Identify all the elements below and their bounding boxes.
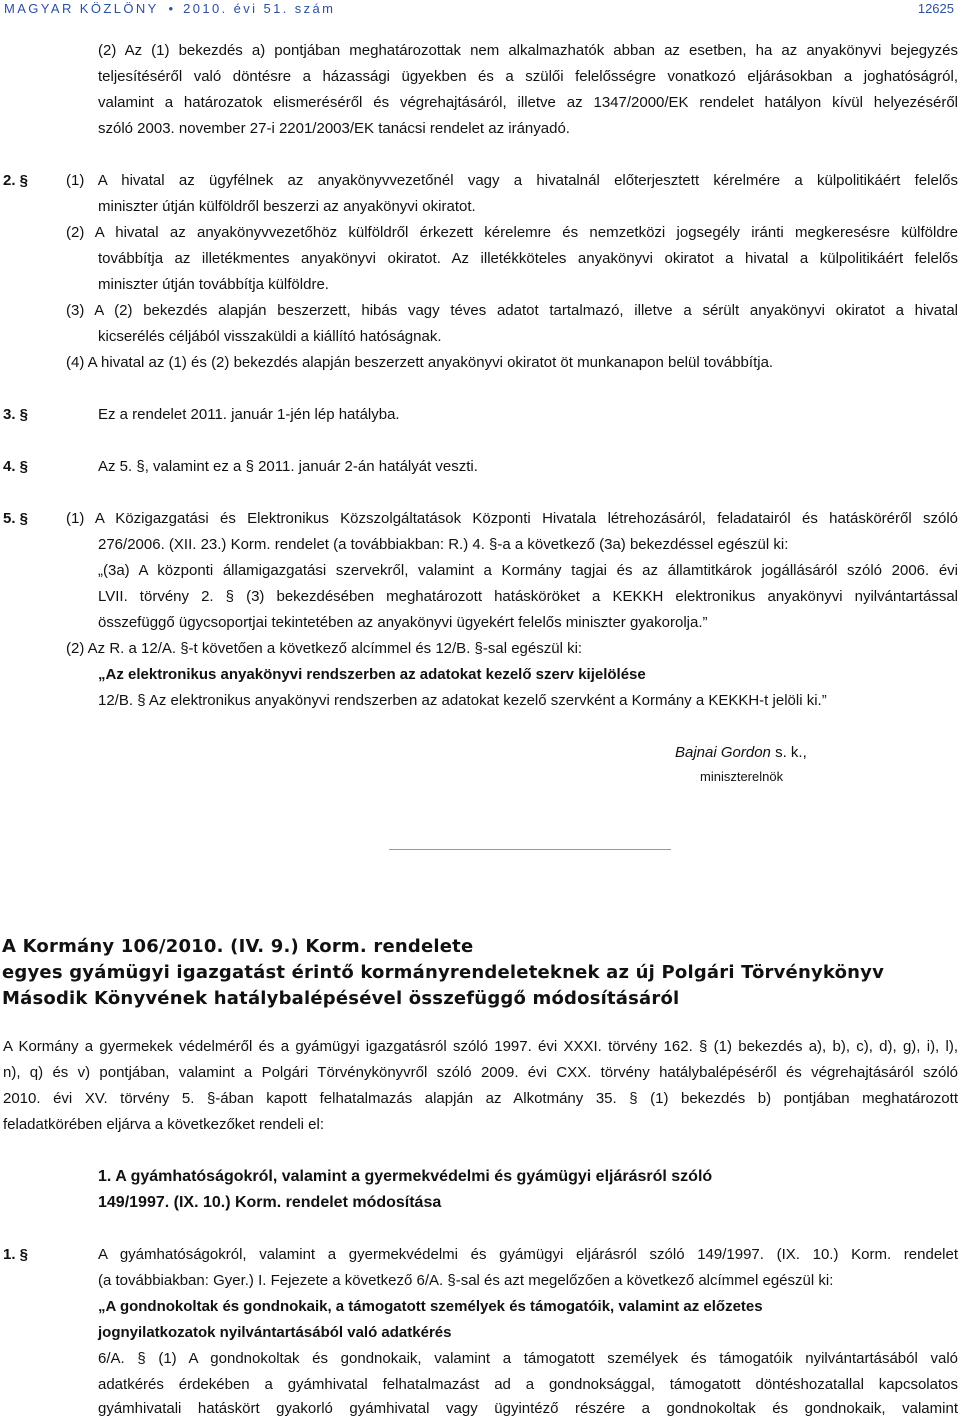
art5-p2-subtitle: „Az elektronikus anyakönyvi rendszerben az adatokat kezelő szerv kijelölése — [98, 666, 646, 683]
article-2-number: 2. § — [3, 172, 29, 189]
art2-p2-line3: miniszter útján továbbítja külföldre. — [98, 276, 329, 293]
art5-p1-line4: LVII. törvény 2. § (3) bekezdésében meghatározott hatásköröket a KEKKH elektronikus anyakönyvi nyilvántartással — [98, 588, 958, 605]
article-4-text: Az 5. §, valamint ez a § 2011. január 2-án hatályát veszti. — [98, 458, 478, 475]
art1-p2-line4: szóló 2003. november 27-i 2201/2003/EK tanácsi rendelet az irányadó. — [98, 120, 570, 137]
decree-art1-body-line2: adatkérés érdekében a gyámhivatal felhatalmazást ad a gondnoksággal, támogatott döntéshozatallal kapcsolatos — [98, 1376, 958, 1393]
decree-subtitle-line1: egyes gyámügyi igazgatást érintő kormányrendeleteknek az új Polgári Törvénykönyv — [2, 962, 885, 983]
preamble-line4: feladatkörében eljárva a következőket rendeli el: — [3, 1116, 325, 1133]
decree-title: A Kormány 106/2010. (IV. 9.) Korm. rendelete — [2, 936, 474, 957]
art2-p1-line1: (1) A hivatal az ügyfélnek az anyakönyvvezetőnél vagy a hivatalnál előterjesztett kérelmére a külpolitikáért felelős — [66, 172, 958, 189]
journal-title: MAGYAR KÖZLÖNY — [4, 1, 159, 16]
decree-article-1-number: 1. § — [3, 1246, 29, 1263]
art2-p1-line2: miniszter útján külföldről beszerzi az anyakönyvi okiratot. — [98, 198, 476, 215]
page-header — [0, 0, 960, 22]
art5-p2-line1: (2) Az R. a 12/A. §-t követően a következő alcímmel és 12/B. §-sal egészül ki: — [66, 640, 583, 657]
article-5-number: 5. § — [3, 510, 29, 527]
art2-p4-line1: (4) A hivatal az (1) és (2) bekezdés alapján beszerzett anyakönyvi okiratot öt munkanapon belül továbbítja. — [66, 354, 774, 371]
section-heading-line1: 1. A gyámhatóságokról, valamint a gyermekvédelmi és gyámügyi eljárásról szóló — [98, 1168, 713, 1185]
issue-info: 2010. évi 51. szám — [183, 1, 336, 16]
article-4-number: 4. § — [3, 458, 29, 475]
preamble-line3: 2010. évi XV. törvény 5. §-ában kapott felhatalmazás alapján az Alkotmány 35. § (1) bekezdés b) pontjában meghatározott — [3, 1090, 958, 1107]
header-bullet: • — [168, 1, 174, 16]
art2-p3-line2: kicserélés céljából visszaküldi a kiállító hatóságnak. — [98, 328, 442, 345]
section-separator — [389, 849, 671, 850]
decree-subtitle-line2: Második Könyvének hatálybalépésével összefüggő módosításáról — [2, 988, 680, 1009]
signer-role: miniszterelnök — [700, 769, 784, 784]
art5-p1-line3: „(3a) A központi államigazgatási szervekről, valamint a Kormány tagjai és az államtitkárok jogállásáról szóló 2006. évi — [98, 562, 958, 579]
art1-p2-line3: valamint a határozatok elismeréséről és végrehajtásáról, illetve az 1347/2000/EK rendelet hatályon kívül helyezéséről — [98, 94, 958, 111]
page-number: 12625 — [917, 1, 954, 16]
decree-art1-line2: (a továbbiakban: Gyer.) I. Fejezete a következő 6/A. §-sal és azt megelőzően a következő alcímmel egészül ki: — [98, 1272, 834, 1289]
art5-p2-text: 12/B. § Az elektronikus anyakönyvi rendszerben az adatokat kezelő szervként a Kormány a KEKKH-t jelöli ki.” — [98, 692, 827, 709]
decree-art1-body-line3: gyámhivatali hatáskört gyakorló gyámhivatal vagy ügyintéző részére a gondnokoltak és gondnokaik, valamint — [98, 1400, 958, 1417]
art2-p2-line1: (2) A hivatal az anyakönyvvezetőhöz külföldről érkezett kérelemre és nemzetközi jogsegély iránti megkeresésre külföldre — [66, 224, 958, 241]
art5-p1-line2: 276/2006. (XII. 23.) Korm. rendelet (a továbbiakban: R.) 4. §-a a következő (3a) bekezdéssel egészül ki: — [98, 536, 789, 553]
journal-header — [4, 1, 335, 16]
decree-art1-body-line1: 6/A. § (1) A gondnokoltak és gondnokaik, valamint a támogatott személyek és támogatóik nyilvántartásából való — [98, 1350, 958, 1367]
preamble-line1: A Kormány a gyermekek védelméről és a gyámügyi igazgatásról szóló 1997. évi XXXI. törvény 162. § (1) bekezdés a), b), c), d), g), i), l), — [3, 1038, 958, 1055]
art5-p1-line1: (1) A Közigazgatási és Elektronikus Közszolgáltatások Központi Hivatala létrehozásáról, feladatairól és hatásköréről szóló — [66, 510, 958, 527]
signer-name: Bajnai Gordon — [675, 744, 771, 761]
art5-p1-line5: összefüggő ügycsoportjai tekintetében az anyakönyvi ügyekért felelős miniszter gyakorolja.” — [98, 614, 708, 631]
art2-p3-line1: (3) A (2) bekezdés alapján beszerzett, hibás vagy téves adatot tartalmazó, illetve a sérült anyakönyvi okiratot a hivatal — [66, 302, 958, 319]
art1-p2-line1: (2) Az (1) bekezdés a) pontjában meghatározottak nem alkalmazhatók abban az esetben, ha az anyakönyvi bejegyzés — [98, 42, 958, 59]
signer-suffix: s. k., — [770, 744, 807, 761]
signature-line — [675, 744, 807, 762]
art1-p2-line2: teljesítéséről való döntésre a házassági ügyekben és a szülői felelősségre vonatkozó eljárásokban a joghatóságról, — [98, 68, 958, 85]
preamble-line2: n), q) és v) pontjában, valamint a Polgári Törvénykönyvről szóló 2009. évi CXX. törvény hatálybalépéséről és végrehajtásáról szóló — [3, 1064, 958, 1081]
section-heading-line2: 149/1997. (IX. 10.) Korm. rendelet módosítása — [98, 1194, 442, 1211]
decree-art1-line1: A gyámhatóságokról, valamint a gyermekvédelmi és gyámügyi eljárásról szóló 149/1997. (IX. 10.) Korm. rendelet — [98, 1246, 958, 1263]
decree-art1-subtitle-line2: jognyilatkozatok nyilvántartásából való adatkérés — [98, 1324, 452, 1341]
article-3-text: Ez a rendelet 2011. január 1-jén lép hatályba. — [98, 406, 400, 423]
decree-art1-subtitle-line1: „A gondnokoltak és gondnokaik, a támogatott személyek és támogatóik, valamint az előzetes — [98, 1298, 763, 1315]
art2-p2-line2: továbbítja az illetékmentes anyakönyvi okiratot. Az illetékköteles anyakönyvi okiratot a hivatal a külpolitikáért felelős — [98, 250, 958, 267]
article-3-number: 3. § — [3, 406, 29, 423]
